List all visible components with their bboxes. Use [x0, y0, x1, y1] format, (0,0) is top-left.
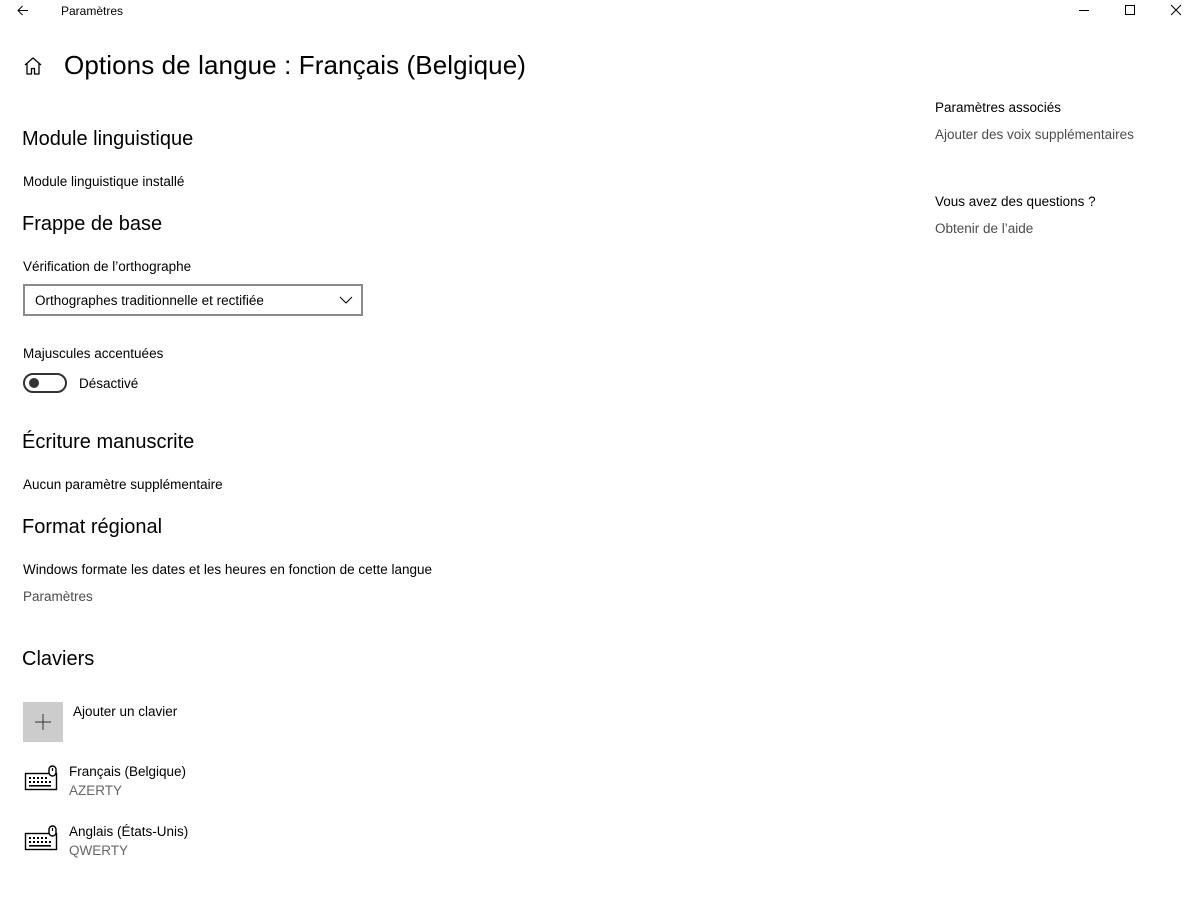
get-help-link[interactable]: Obtenir de l’aide [935, 221, 1034, 236]
maximize-icon [1107, 0, 1153, 22]
accented-caps-state: Désactivé [79, 376, 139, 391]
regional-format-settings-link[interactable]: Paramètres [23, 589, 93, 604]
home-icon[interactable] [22, 55, 44, 77]
related-settings-heading: Paramètres associés [935, 100, 1062, 115]
keyboard-layout: QWERTY [69, 843, 129, 858]
spellcheck-dropdown[interactable] [23, 284, 363, 316]
minimize-icon [1061, 0, 1107, 22]
keyboard-icon [24, 765, 58, 793]
toggle-knob [29, 378, 39, 388]
close-button[interactable] [1153, 0, 1187, 22]
plus-icon [34, 713, 52, 731]
keyboard-name[interactable]: Français (Belgique) [69, 764, 187, 779]
back-arrow-icon [12, 0, 34, 22]
keyboard-icon [24, 825, 58, 853]
handwriting-heading: Écriture manuscrite [22, 431, 195, 453]
keyboards-heading: Claviers [22, 648, 95, 670]
regional-format-text: Windows formate les dates et les heures en fonction de cette langue [23, 562, 432, 577]
regional-format-heading: Format régional [22, 516, 163, 538]
accented-caps-label: Majuscules accentuées [23, 346, 164, 361]
spellcheck-selected-value: Orthographes traditionnelle et rectifiée [35, 293, 264, 308]
language-pack-heading: Module linguistique [22, 128, 194, 150]
keyboard-layout: AZERTY [69, 783, 123, 798]
add-voices-link[interactable]: Ajouter des voix supplémentaires [935, 127, 1134, 142]
maximize-button[interactable] [1107, 0, 1153, 22]
minimize-button[interactable] [1061, 0, 1107, 22]
back-button[interactable] [12, 0, 34, 22]
handwriting-text: Aucun paramètre supplémentaire [23, 477, 223, 492]
keyboard-name[interactable]: Anglais (États-Unis) [69, 824, 189, 839]
title-bar [0, 0, 1187, 22]
questions-heading: Vous avez des questions ? [935, 194, 1096, 209]
accented-caps-toggle[interactable] [23, 373, 67, 393]
app-title: Paramètres [61, 4, 124, 18]
add-keyboard-button[interactable] [23, 702, 63, 742]
spellcheck-label: Vérification de l’orthographe [23, 259, 192, 274]
page-title: Options de langue : Français (Belgique) [64, 50, 527, 80]
language-pack-status: Module linguistique installé [23, 174, 185, 189]
chevron-down-icon [339, 294, 353, 306]
add-keyboard-label[interactable]: Ajouter un clavier [73, 704, 178, 719]
close-icon [1153, 0, 1187, 22]
basic-typing-heading: Frappe de base [22, 213, 163, 235]
